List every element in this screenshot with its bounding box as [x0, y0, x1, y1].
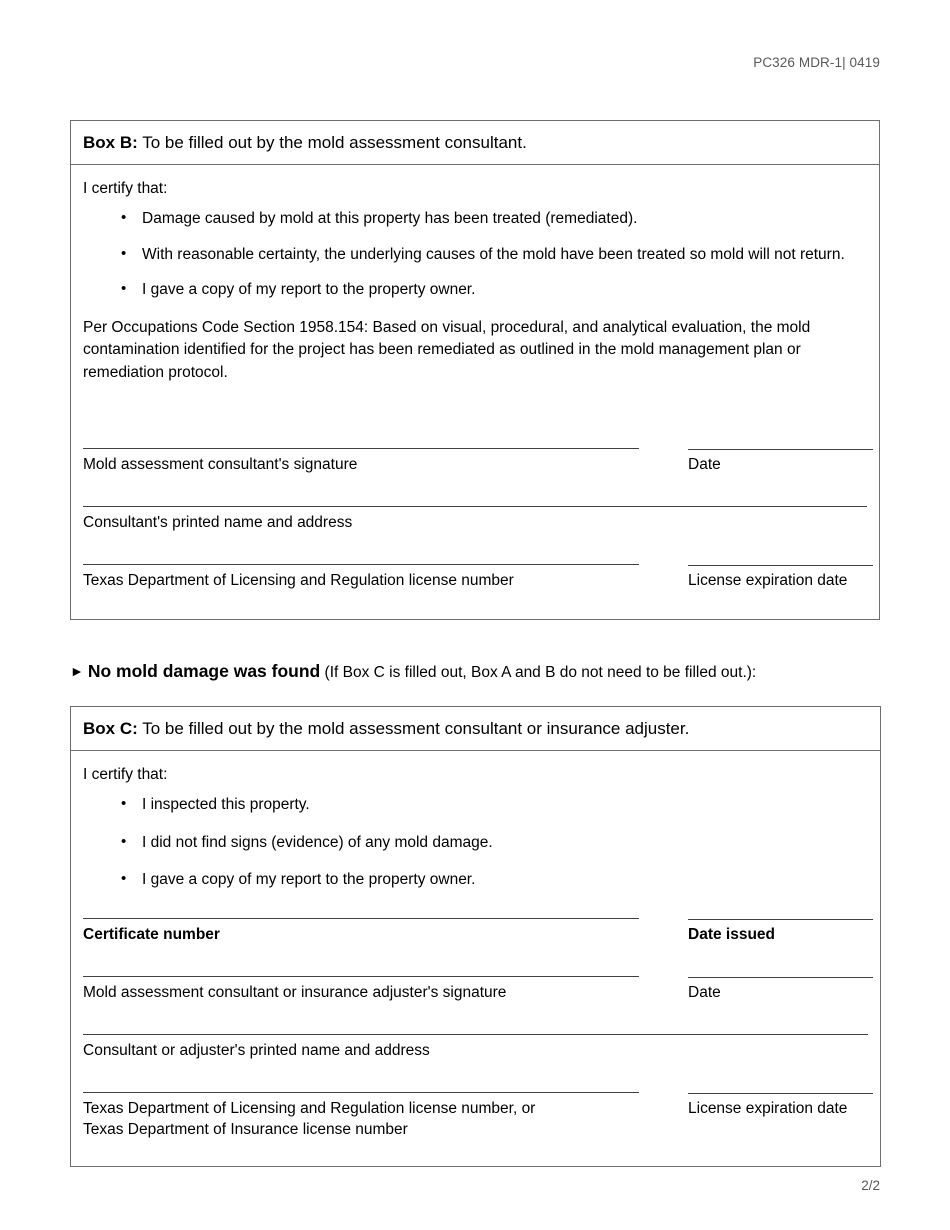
signature-label: Mold assessment consultant or insurance adjuster's signature: [83, 984, 507, 1001]
box-c-certify-list: [83, 794, 868, 891]
box-b-title-text: To be filled out by the mold assessment consultant.: [137, 133, 527, 152]
list-item: • I gave a copy of my report to the property owner.: [83, 279, 867, 301]
list-item: • Damage caused by mold at this property has been treated (remediated).: [83, 208, 867, 230]
box-b-body: [71, 165, 879, 384]
box-b-certify-list: [83, 208, 867, 301]
box-c-certificate-labels: [83, 919, 868, 946]
document-code: PC326 MDR-1| 0419: [753, 55, 880, 70]
box-c-printed-name-row: [83, 1034, 868, 1062]
box-c-section: [70, 706, 881, 1167]
box-c-certify-lead: I certify that:: [83, 766, 168, 784]
certificate-number-label: Certificate number: [83, 926, 220, 943]
license-expiration-label: License expiration date: [688, 1100, 848, 1117]
box-c-signature-row: [83, 976, 868, 1004]
license-number-label-line1: Texas Department of Licensing and Regulation license number, or: [83, 1100, 536, 1117]
box-b-signature-row: [83, 448, 867, 476]
no-mold-damage-note-text: (If Box C is filled out, Box A and B do not need to be filled out.):: [320, 664, 757, 681]
date-label: Date: [688, 456, 721, 473]
box-c-certificate-row: [83, 918, 868, 946]
box-b-printed-name-labels: [83, 507, 867, 534]
page-number: 2/2: [861, 1178, 880, 1193]
list-item: • I inspected this property.: [83, 794, 868, 816]
box-c-title-text: To be filled out by the mold assessment consultant or insurance adjuster.: [137, 719, 690, 738]
date-issued-label: Date issued: [688, 926, 776, 943]
box-c-printed-name-labels: [83, 1035, 868, 1062]
triangle-right-icon: ►: [70, 663, 84, 679]
no-mold-damage-heading: [70, 660, 900, 683]
box-b-signature-labels: [83, 449, 867, 476]
list-item: • I gave a copy of my report to the property owner.: [83, 869, 868, 891]
no-mold-damage-strong-text: No mold damage was found: [87, 661, 321, 681]
box-c-signature-labels: [83, 977, 868, 1004]
box-b-license-row: [83, 564, 867, 592]
printed-name-label: Consultant or adjuster's printed name and address: [83, 1042, 430, 1059]
box-c-license-labels: [83, 1093, 868, 1141]
license-number-label-line2: Texas Department of Insurance license number: [83, 1120, 408, 1138]
license-number-label: Texas Department of Licensing and Regulation license number: [83, 572, 514, 589]
box-b-printed-name-row: [83, 506, 867, 534]
box-c-title: [71, 707, 880, 751]
box-c-title-label: Box C:: [83, 719, 138, 738]
printed-name-label: Consultant's printed name and address: [83, 514, 353, 531]
box-b-title: [71, 121, 879, 165]
box-c-license-row: [83, 1092, 868, 1141]
box-b-section: [70, 120, 880, 620]
box-b-occupations-code-paragraph: Per Occupations Code Section 1958.154: Based on visual, procedural, and analytical evaluation, the mold contamination identified for the project has been remediated as outlined in the mold management plan or remediation protocol.: [83, 318, 811, 381]
box-b-license-labels: [83, 565, 867, 592]
box-c-body: [71, 751, 880, 892]
list-item: • With reasonable certainty, the underlying causes of the mold have been treated so mold will not return.: [83, 244, 867, 266]
date-label: Date: [688, 984, 721, 1001]
box-b-certify-lead: I certify that:: [83, 180, 168, 198]
license-expiration-label: License expiration date: [688, 572, 848, 589]
box-b-title-label: Box B:: [83, 133, 138, 152]
signature-label: Mold assessment consultant's signature: [83, 456, 358, 473]
list-item: • I did not find signs (evidence) of any mold damage.: [83, 832, 868, 854]
